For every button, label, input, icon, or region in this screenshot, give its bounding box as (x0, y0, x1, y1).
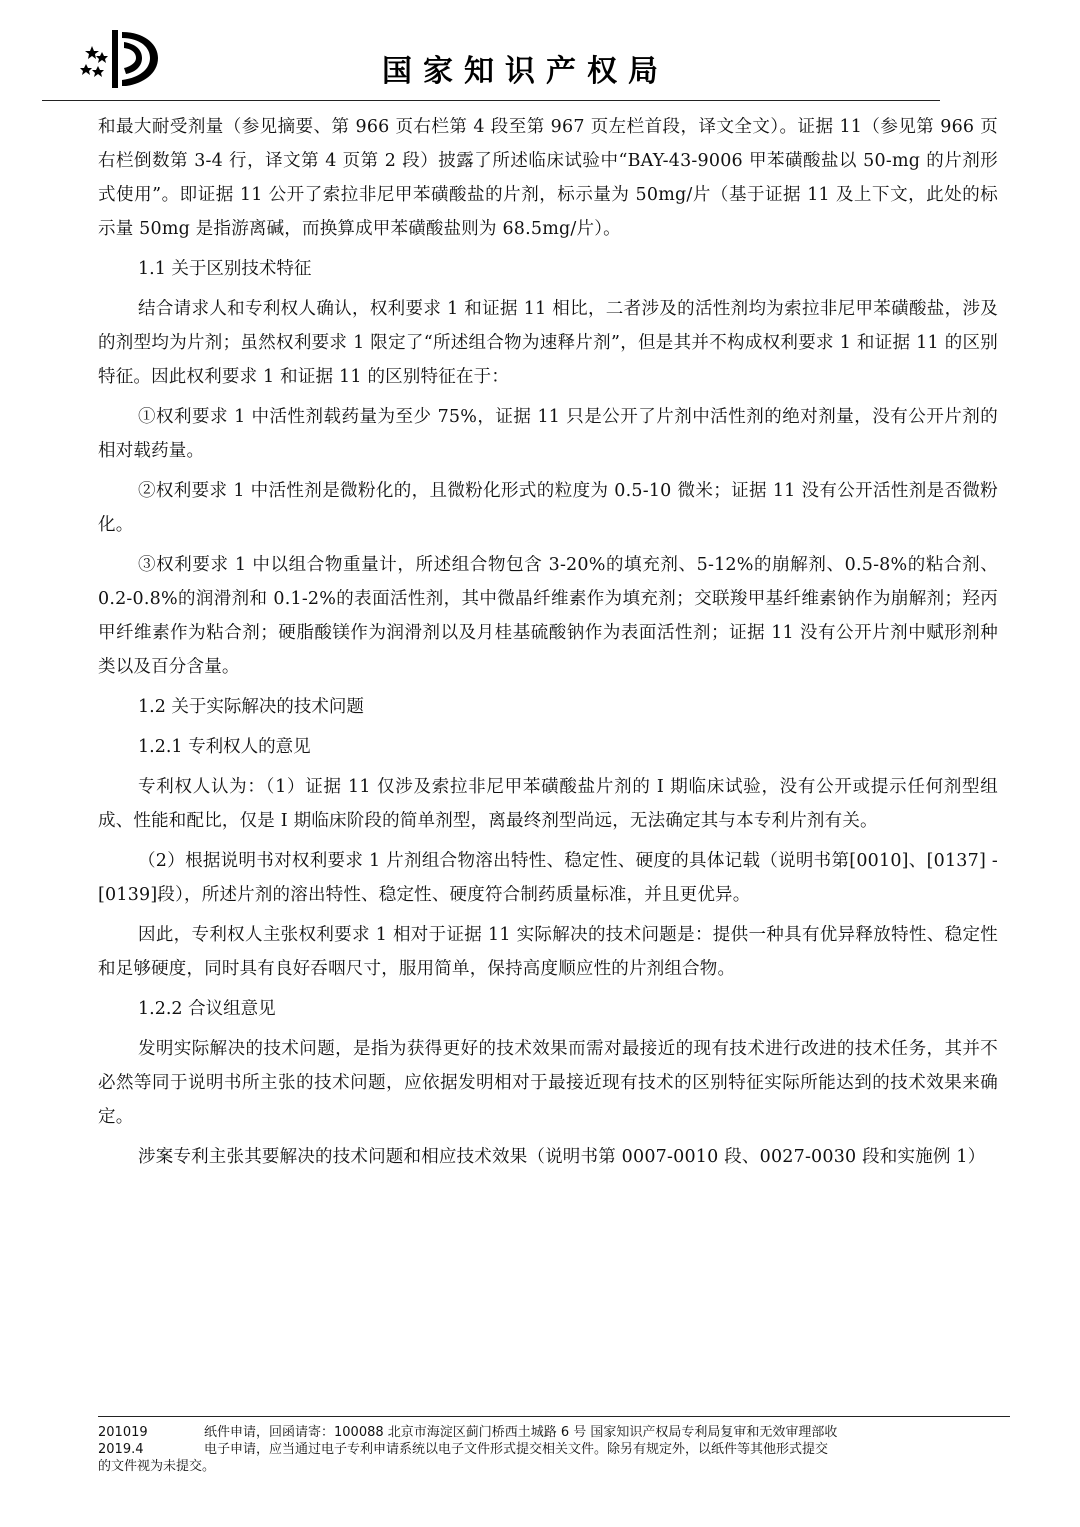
section-heading: 1.2 关于实际解决的技术问题 (138, 697, 364, 717)
cnipa-logo-icon (78, 22, 168, 92)
footer-note-continued: 的文件视为未提交。 (98, 1459, 216, 1474)
paragraph: 发明实际解决的技术问题，是指为获得更好的技术效果而需对最接近的现有技术进行改进的技术任务，其并不必然等同于说明书所主张的技术问题，应依据发明相对于最接近现有技术的区别特征实际所能达到的技术效果来确定。 (98, 1039, 998, 1127)
footer-note: 纸件申请，回函请寄：100088 北京市海淀区蓟门桥西土城路 6 号 国家知识产权局专利局复审和无效审理部收 (204, 1425, 838, 1440)
section-heading: 1.2.2 合议组意见 (138, 999, 276, 1019)
paragraph: ①权利要求 1 中活性剂载药量为至少 75%，证据 11 只是公开了片剂中活性剂的绝对剂量，没有公开片剂的相对载药量。 (98, 407, 998, 461)
paragraph: 因此，专利权人主张权利要求 1 相对于证据 11 实际解决的技术问题是：提供一种具有优异释放特性、稳定性和足够硬度，同时具有良好吞咽尺寸，服用简单，保持高度顺应性的片剂组合物。 (98, 925, 998, 979)
form-code: 201019 (98, 1425, 148, 1440)
paragraph: ②权利要求 1 中活性剂是微粉化的，且微粉化形式的粒度为 0.5-10 微米；证据 11 没有公开活性剂是否微粉化。 (98, 481, 998, 535)
footer-note: 电子申请，应当通过电子专利申请系统以电子文件形式提交相关文件。除另有规定外，以纸件等其他形式提交 (204, 1442, 829, 1457)
paragraph: （2）根据说明书对权利要求 1 片剂组合物溶出特性、稳定性、硬度的具体记载（说明书第[0010]、[0137] - [0139]段），所述片剂的溶出特性、稳定性、硬度符合制药质量标准，并且更优异。 (98, 851, 998, 905)
paragraph: 专利权人认为：（1）证据 11 仅涉及索拉非尼甲苯磺酸盐片剂的 I 期临床试验，没有公开或提示任何剂型组成、性能和配比，仅是 I 期临床阶段的简单剂型，离最终剂型尚远，无法确定其与本专利片剂有关。 (98, 777, 998, 831)
footer-divider (98, 1416, 1010, 1417)
page-footer (98, 1424, 1008, 1475)
office-name: 国家知识产权局 (382, 54, 669, 89)
paragraph: 和最大耐受剂量（参见摘要、第 966 页右栏第 4 段至第 967 页左栏首段，译文全文）。证据 11（参见第 966 页右栏倒数第 3-4 行，译文第 4 页第 2 段）披露了所述临床试验中“BAY-43-9006 甲苯磺酸盐以 50-mg 的片剂形式使用”。即证据 11 公开了索拉非尼甲苯磺酸盐的片剂，标示量为 50mg/片（基于证据 11 及上下文，此处的标示量 50mg 是指游离碱，而换算成甲苯磺酸盐则为 68.5mg/片）。 (98, 117, 998, 239)
paragraph: 结合请求人和专利权人确认，权利要求 1 和证据 11 相比，二者涉及的活性剂均为索拉非尼甲苯磺酸盐，涉及的剂型均为片剂；虽然权利要求 1 限定了“所述组合物为速释片剂”，但是其并不构成权利要求 1 和证据 11 的区别特征。因此权利要求 1 和证据 11 的区别特征在于： (98, 299, 998, 387)
form-version: 2019.4 (98, 1442, 144, 1457)
footer-row (98, 1441, 1008, 1458)
document-body (98, 110, 998, 1180)
paragraph: 涉案专利主张其要解决的技术问题和相应技术效果（说明书第 0007-0010 段、0027-0030 段和实施例 1） (138, 1147, 986, 1167)
header-divider (42, 100, 940, 101)
footer-row (98, 1424, 1008, 1441)
paragraph: ③权利要求 1 中以组合物重量计，所述组合物包含 3-20%的填充剂、5-12%的崩解剂、0.5-8%的粘合剂、0.2-0.8%的润滑剂和 0.1-2%的表面活性剂，其中微晶纤维素作为填充剂；交联羧甲基纤维素钠作为崩解剂；羟丙甲纤维素作为粘合剂；硬脂酸镁作为润滑剂以及月桂基硫酸钠作为表面活性剂；证据 11 没有公开片剂中赋形剂种类以及百分含量。 (98, 555, 998, 677)
page-header (0, 0, 1080, 104)
section-heading: 1.2.1 专利权人的意见 (138, 737, 311, 757)
section-heading: 1.1 关于区别技术特征 (138, 259, 312, 279)
